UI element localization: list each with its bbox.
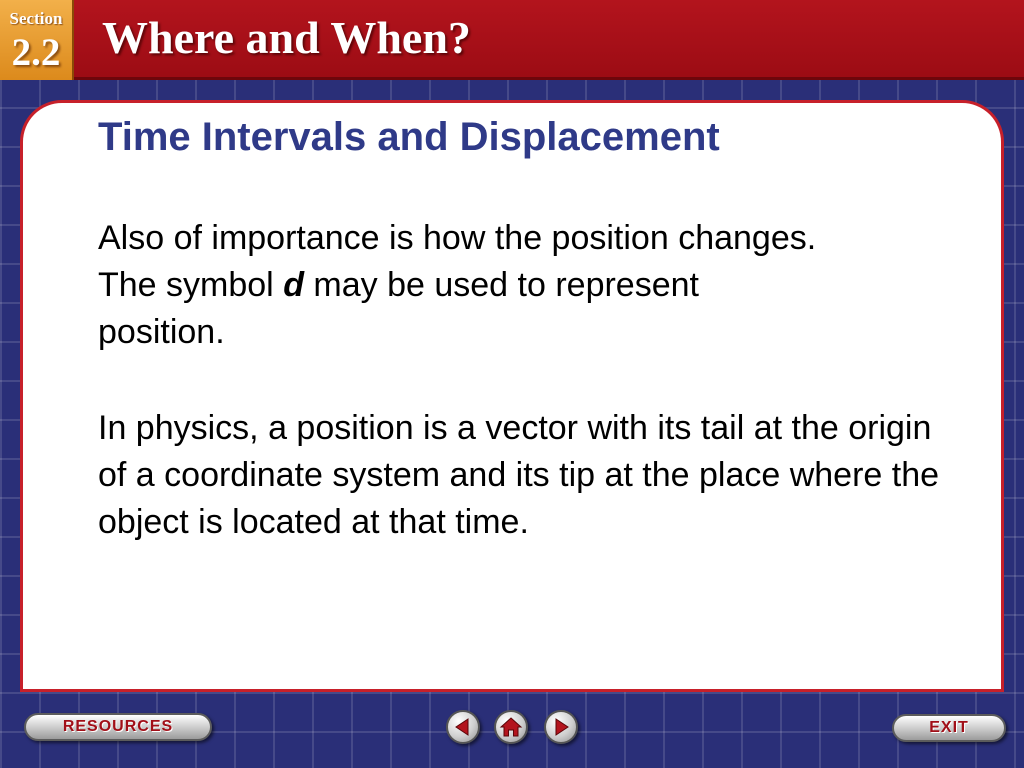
section-badge bbox=[0, 0, 74, 80]
previous-arrow-icon bbox=[448, 712, 478, 742]
next-button[interactable] bbox=[544, 710, 578, 744]
paragraph1-line2-start: The symbol bbox=[98, 266, 284, 304]
header-bar bbox=[0, 0, 1024, 80]
section-label: Section bbox=[9, 9, 63, 28]
slide-title: Time Intervals and Displacement bbox=[98, 115, 720, 159]
section-number: 2.2 bbox=[11, 31, 61, 74]
page-title: Where and When? bbox=[102, 12, 471, 63]
paragraph1-line3: position. bbox=[98, 313, 225, 351]
previous-button[interactable] bbox=[446, 710, 480, 744]
exit-label: EXIT bbox=[929, 719, 969, 736]
home-icon bbox=[496, 712, 526, 742]
content-panel bbox=[20, 100, 1004, 692]
exit-button[interactable] bbox=[892, 714, 1006, 742]
home-button[interactable] bbox=[494, 710, 528, 744]
displacement-symbol: d bbox=[283, 266, 304, 304]
paragraph1-line1: Also of importance is how the position changes. bbox=[98, 219, 817, 257]
next-arrow-icon bbox=[546, 712, 576, 742]
paragraph-position-vector: In physics, a position is a vector with its tail at the origin of a coordinate system and its tip at the place where the object is located at that time. bbox=[98, 409, 940, 541]
resources-label: RESOURCES bbox=[62, 718, 174, 735]
resources-button[interactable] bbox=[24, 713, 212, 741]
paragraph-position-changes bbox=[98, 215, 968, 356]
paragraph1-line2-end: may be used to represent bbox=[303, 266, 699, 304]
